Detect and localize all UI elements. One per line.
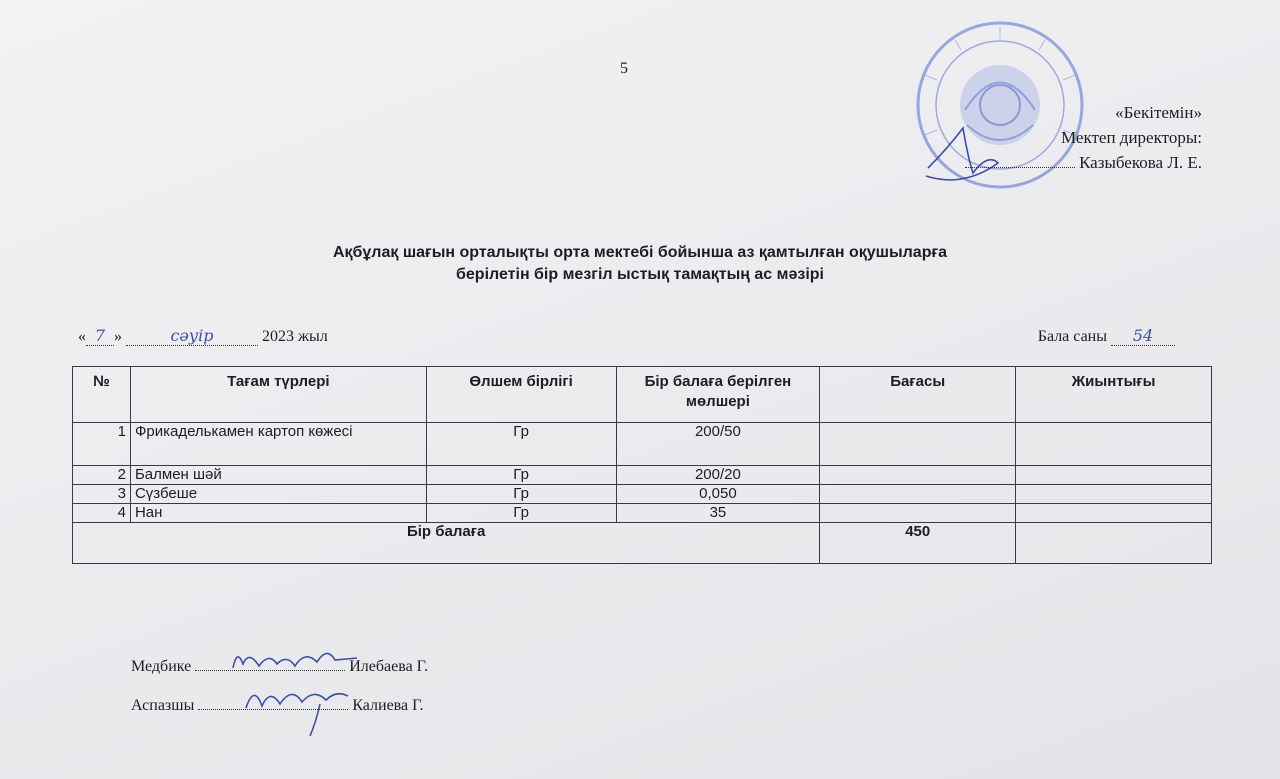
date-year: 2023 жыл	[262, 328, 328, 345]
cell-amount: 200/20	[616, 466, 820, 485]
table-header-row	[73, 367, 1212, 423]
approval-block	[965, 100, 1202, 175]
approval-position: Мектеп директоры:	[1061, 128, 1202, 147]
table-total-row	[73, 523, 1212, 564]
staff-name: Илебаева Г.	[349, 658, 429, 675]
cell-amount: 200/50	[616, 423, 820, 466]
document-title	[0, 242, 1280, 286]
cell-price	[820, 466, 1016, 485]
date-row	[78, 326, 328, 346]
header-unit: Өлшем бірлігі	[426, 367, 616, 423]
title-line-1: Ақбұлақ шағын орталықты орта мектебі бойынша аз қамтылған оқушыларға	[332, 244, 948, 261]
cell-unit: Гр	[426, 466, 616, 485]
cell-number: 4	[73, 504, 131, 523]
approval-signatory	[965, 150, 1202, 175]
staff-name: Калиева Г.	[352, 697, 424, 714]
cell-number: 1	[73, 423, 131, 466]
signature-line	[965, 151, 1075, 168]
cell-amount: 0,050	[616, 485, 820, 504]
cell-total	[1016, 504, 1212, 523]
date-month: сәуір	[126, 326, 258, 346]
cell-price	[820, 423, 1016, 466]
header-number: №	[73, 367, 131, 423]
director-name: Казыбекова Л. Е.	[1079, 153, 1202, 172]
approval-heading: «Бекітемін»	[1115, 103, 1202, 122]
header-dish: Тағам түрлері	[130, 367, 426, 423]
cell-dish: Нан	[130, 504, 426, 523]
table-row	[73, 466, 1212, 485]
cell-unit: Гр	[426, 485, 616, 504]
table-row	[73, 485, 1212, 504]
total-value: 450	[820, 523, 1016, 564]
cell-dish: Фрикаделькамен картоп көжесі	[130, 423, 426, 466]
menu-table	[72, 366, 1212, 564]
cell-amount: 35	[616, 504, 820, 523]
header-total: Жиынтығы	[1016, 367, 1212, 423]
page-number: 5	[620, 60, 628, 77]
cell-unit: Гр	[426, 423, 616, 466]
cell-unit: Гр	[426, 504, 616, 523]
cell-dish: Балмен шәй	[130, 466, 426, 485]
cell-total	[1016, 485, 1212, 504]
header-price: Бағасы	[820, 367, 1016, 423]
children-count-row	[1038, 326, 1175, 346]
children-count-value: 54	[1111, 326, 1175, 346]
title-line-2: берілетін бір мезгіл ыстық тамақтың ас мәзірі	[456, 266, 824, 283]
date-close-quote: »	[114, 328, 122, 345]
date-open-quote: «	[78, 328, 86, 345]
total-label: Бір балаға	[73, 523, 820, 564]
staff-role: Аспазшы	[131, 697, 195, 714]
cell-dish: Сүзбеше	[130, 485, 426, 504]
cell-total	[1016, 423, 1212, 466]
cell-total	[1016, 466, 1212, 485]
table-row	[73, 423, 1212, 466]
nurse-signature	[225, 640, 365, 678]
cell-price	[820, 504, 1016, 523]
header-amount: Бір балаға берілген мөлшері	[616, 367, 820, 423]
total-sum	[1016, 523, 1212, 564]
cell-number: 3	[73, 485, 131, 504]
staff-role: Медбике	[131, 658, 192, 675]
date-day: 7	[86, 326, 114, 346]
table-row	[73, 504, 1212, 523]
cook-signature	[240, 678, 360, 740]
cell-price	[820, 485, 1016, 504]
children-count-label: Бала саны	[1037, 328, 1107, 345]
cell-number: 2	[73, 466, 131, 485]
